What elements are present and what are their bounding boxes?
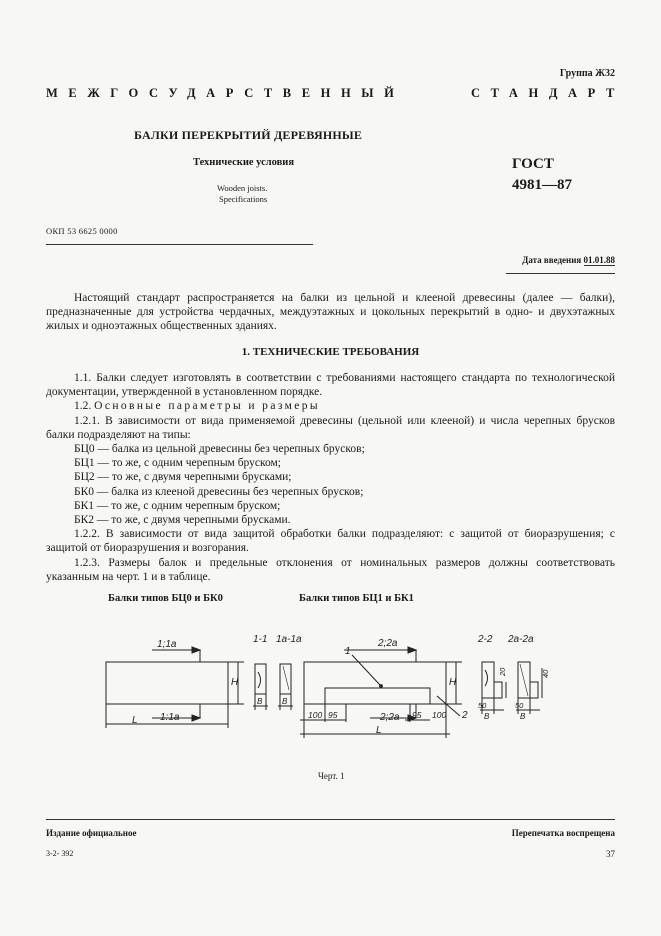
dim-40: 40 bbox=[541, 669, 550, 678]
document-subtitle: Технические условия bbox=[193, 157, 295, 168]
label-callout-1: 1 bbox=[345, 646, 351, 657]
label-section-2-2a: 2;2a bbox=[378, 638, 398, 649]
banner-left: МЕЖГОСУДАРСТВЕННЫЙ bbox=[46, 86, 405, 100]
dim-50-a: 50 bbox=[478, 701, 487, 710]
page-number: 37 bbox=[606, 849, 615, 859]
dim-100: 100 bbox=[308, 710, 323, 720]
banner-right: СТАНДАРТ bbox=[470, 86, 625, 100]
section-heading: 1. ТЕХНИЧЕСКИЕ ТРЕБОВАНИЯ bbox=[241, 346, 420, 358]
figure-caption-left: Балки типов БЦ0 и БК0 bbox=[108, 593, 223, 604]
intro-paragraph: Настоящий стандарт распространяется на балки из цельной и клееной древесины (далее — балки), предназначенные для устройства чердачных, междуэтажных и цокольных перекрытий в одно- и двухэтажных жилых и одноэтажных общественных зданиях. bbox=[46, 292, 615, 333]
label-h-left: H bbox=[231, 677, 239, 688]
dim-95-left: 95 bbox=[328, 710, 338, 720]
clause-1-2-3: 1.2.3. Размеры балок и предельные отклонения от номинальных размеров должны соответствовать указанным на черт. 1 и в таблице. bbox=[46, 556, 615, 583]
label-b-1a: B bbox=[282, 697, 288, 706]
document-title: БАЛКИ ПЕРЕКРЫТИЙ ДЕРЕВЯННЫЕ bbox=[134, 128, 363, 142]
reprint-note: Перепечатка воспрещена bbox=[511, 828, 615, 838]
label-l-right: L bbox=[376, 725, 382, 736]
type-item: БК0 — балка из клееной древесины без черепных брусков; bbox=[74, 485, 364, 498]
type-item: БЦ0 — балка из цельной древесины без черепных брусков; bbox=[74, 443, 365, 456]
label-section-1-1a-bottom: 1:1a bbox=[160, 712, 180, 723]
beam-left-elevation bbox=[106, 662, 228, 704]
beam-drawing bbox=[0, 610, 661, 750]
section-body bbox=[46, 371, 615, 584]
label-view-2-2: 2-2 bbox=[478, 634, 493, 645]
intro-date-value: 01.01.88 bbox=[583, 255, 615, 265]
label-b-2: B bbox=[484, 712, 490, 721]
label-view-2a-2a: 2a-2a bbox=[508, 634, 534, 645]
figure-number: Черт. 1 bbox=[318, 771, 345, 781]
dim-20: 20 bbox=[498, 667, 507, 676]
okp-code: ОКП 53 6625 0000 bbox=[46, 226, 118, 236]
label-section-1-1a: 1;1a bbox=[157, 639, 177, 650]
clause-1-2-2: 1.2.2. В зависимости от вида защитой обработки балки подразделяют: с защитой от биоразрушения; с защитой от биоразрушения и возгорания. bbox=[46, 528, 615, 555]
divider bbox=[46, 819, 615, 820]
divider bbox=[46, 244, 313, 245]
clause-1-2-1: 1.2.1. В зависимости от вида применяемой древесины (цельной или клееной) и числа черепных брусков балки подразделяют на типы: bbox=[46, 414, 615, 441]
english-subtitle: Specifications bbox=[219, 194, 268, 204]
type-item: БК1 — то же, с одним черепным бруском; bbox=[74, 499, 281, 512]
type-item: БК2 — то же, с двумя черепными брусками. bbox=[74, 514, 291, 527]
intro-date-label: Дата введения bbox=[522, 255, 582, 265]
dim-50-b: 50 bbox=[515, 701, 524, 710]
gost-number: 4981—87 bbox=[512, 177, 572, 193]
label-view-1a-1a: 1a-1a bbox=[276, 634, 302, 645]
dim-95-right: 95 bbox=[412, 710, 422, 720]
clause-1-2: 1.2. Основные параметры и размеры bbox=[74, 400, 321, 413]
divider bbox=[506, 273, 615, 274]
label-h-right: H bbox=[449, 677, 457, 688]
group-label: Группа Ж32 bbox=[559, 68, 615, 79]
section-view-2-2 bbox=[482, 662, 494, 698]
label-callout-2: 2 bbox=[462, 710, 468, 721]
label-section-2-2a-bottom: 2;2a bbox=[380, 712, 400, 723]
label-b-1: B bbox=[257, 697, 263, 706]
gost-number-block bbox=[512, 154, 572, 196]
english-title: Wooden joists. bbox=[217, 183, 268, 193]
standard-banner bbox=[46, 86, 625, 101]
dim-100-right: 100 bbox=[432, 710, 447, 720]
intro-date bbox=[522, 255, 615, 265]
label-l-left: L bbox=[132, 715, 138, 726]
edition-note: Издание официальное bbox=[46, 828, 137, 838]
print-code: 3-2- 392 bbox=[46, 849, 74, 858]
type-item: БЦ2 — то же, с двумя черепными брусками; bbox=[74, 471, 292, 484]
gost-label: ГОСТ bbox=[512, 156, 554, 172]
label-b-2a: B bbox=[520, 712, 526, 721]
section-view-1a-1a bbox=[280, 664, 291, 694]
type-item: БЦ1 — то же, с одним черепным бруском; bbox=[74, 457, 282, 470]
label-view-1-1: 1-1 bbox=[253, 634, 268, 645]
figure-caption-right: Балки типов БЦ1 и БК1 bbox=[299, 593, 414, 604]
clause-1-1: 1.1. Балки следует изготовлять в соответствии с требованиями настоящего стандарта по технологической документации, утвержденной в установленном порядке. bbox=[46, 372, 615, 399]
